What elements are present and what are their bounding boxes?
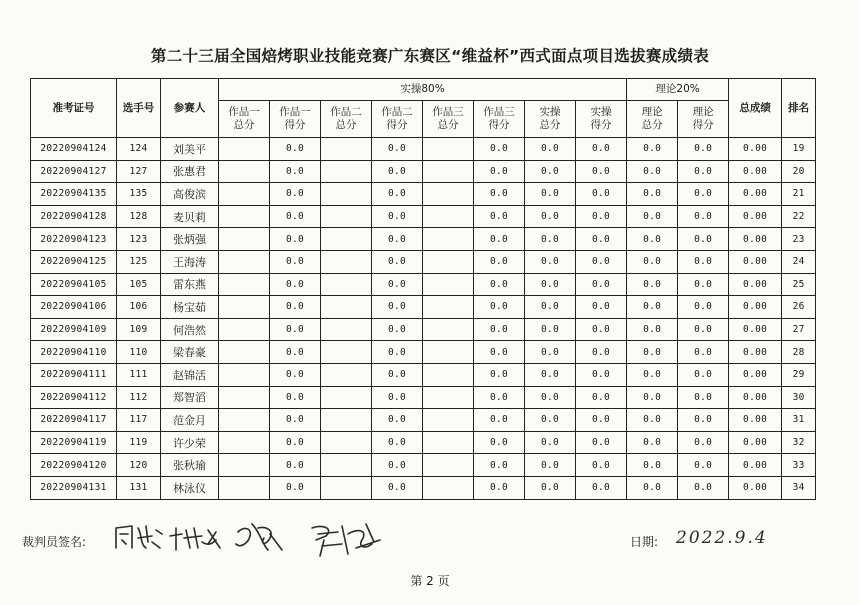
practical-score-cell: 0.0 bbox=[576, 160, 627, 183]
practical-total-cell: 0.0 bbox=[525, 409, 576, 432]
overall-cell: 0.00 bbox=[729, 205, 782, 228]
work2-total-cell bbox=[321, 476, 372, 499]
ticket-cell: 20220904117 bbox=[31, 409, 117, 432]
rank-cell: 24 bbox=[782, 250, 816, 273]
practical-score-cell: 0.0 bbox=[576, 409, 627, 432]
theory-score-cell: 0.0 bbox=[678, 409, 729, 432]
ticket-cell: 20220904111 bbox=[31, 363, 117, 386]
header-work2-total: 作品二总分 bbox=[321, 101, 372, 138]
judges-signature-label: 裁判员签名: bbox=[22, 535, 87, 549]
theory-total-cell: 0.0 bbox=[627, 318, 678, 341]
name-cell: 郑智滔 bbox=[161, 386, 219, 409]
table-row bbox=[31, 228, 816, 251]
theory-total-cell: 0.0 bbox=[627, 454, 678, 477]
score-table bbox=[30, 78, 816, 500]
rank-cell: 20 bbox=[782, 160, 816, 183]
work2-total-cell bbox=[321, 273, 372, 296]
work1-total-cell bbox=[219, 228, 270, 251]
overall-cell: 0.00 bbox=[729, 183, 782, 206]
theory-total-cell: 0.0 bbox=[627, 363, 678, 386]
work2-total-cell bbox=[321, 296, 372, 319]
table-row bbox=[31, 250, 816, 273]
work3-score-cell: 0.0 bbox=[474, 386, 525, 409]
work2-total-cell bbox=[321, 160, 372, 183]
ticket-cell: 20220904125 bbox=[31, 250, 117, 273]
theory-score-cell: 0.0 bbox=[678, 476, 729, 499]
judges-signatures bbox=[112, 514, 482, 560]
work1-score-cell: 0.0 bbox=[270, 205, 321, 228]
work1-total-cell bbox=[219, 205, 270, 228]
player-no-cell: 120 bbox=[117, 454, 161, 477]
theory-score-cell: 0.0 bbox=[678, 296, 729, 319]
work1-score-cell: 0.0 bbox=[270, 409, 321, 432]
work1-score-cell: 0.0 bbox=[270, 318, 321, 341]
overall-cell: 0.00 bbox=[729, 318, 782, 341]
name-cell: 高俊滨 bbox=[161, 183, 219, 206]
work3-score-cell: 0.0 bbox=[474, 296, 525, 319]
player-no-cell: 128 bbox=[117, 205, 161, 228]
work3-total-cell bbox=[423, 454, 474, 477]
rank-cell: 21 bbox=[782, 183, 816, 206]
work3-score-cell: 0.0 bbox=[474, 160, 525, 183]
table-row bbox=[31, 273, 816, 296]
ticket-cell: 20220904119 bbox=[31, 431, 117, 454]
work3-total-cell bbox=[423, 409, 474, 432]
theory-total-cell: 0.0 bbox=[627, 341, 678, 364]
overall-cell: 0.00 bbox=[729, 363, 782, 386]
header-practical-total: 实操总分 bbox=[525, 101, 576, 138]
work2-score-cell: 0.0 bbox=[372, 273, 423, 296]
work3-score-cell: 0.0 bbox=[474, 250, 525, 273]
header-overall: 总成绩 bbox=[729, 79, 782, 138]
work2-score-cell: 0.0 bbox=[372, 341, 423, 364]
work3-total-cell bbox=[423, 296, 474, 319]
name-cell: 赵锦活 bbox=[161, 363, 219, 386]
practical-total-cell: 0.0 bbox=[525, 476, 576, 499]
overall-cell: 0.00 bbox=[729, 409, 782, 432]
work2-score-cell: 0.0 bbox=[372, 250, 423, 273]
work3-total-cell bbox=[423, 386, 474, 409]
player-no-cell: 106 bbox=[117, 296, 161, 319]
header-practical-group: 实操80% bbox=[219, 79, 627, 101]
player-no-cell: 119 bbox=[117, 431, 161, 454]
theory-score-cell: 0.0 bbox=[678, 454, 729, 477]
practical-score-cell: 0.0 bbox=[576, 138, 627, 161]
rank-cell: 19 bbox=[782, 138, 816, 161]
work3-score-cell: 0.0 bbox=[474, 431, 525, 454]
theory-total-cell: 0.0 bbox=[627, 205, 678, 228]
name-cell: 张惠君 bbox=[161, 160, 219, 183]
work2-total-cell bbox=[321, 431, 372, 454]
overall-cell: 0.00 bbox=[729, 454, 782, 477]
name-cell: 雷东燕 bbox=[161, 273, 219, 296]
practical-score-cell: 0.0 bbox=[576, 363, 627, 386]
name-cell: 麦贝莉 bbox=[161, 205, 219, 228]
player-no-cell: 131 bbox=[117, 476, 161, 499]
practical-total-cell: 0.0 bbox=[525, 273, 576, 296]
overall-cell: 0.00 bbox=[729, 273, 782, 296]
score-rows bbox=[31, 138, 816, 500]
ticket-cell: 20220904106 bbox=[31, 296, 117, 319]
overall-cell: 0.00 bbox=[729, 341, 782, 364]
practical-total-cell: 0.0 bbox=[525, 363, 576, 386]
work1-score-cell: 0.0 bbox=[270, 454, 321, 477]
overall-cell: 0.00 bbox=[729, 250, 782, 273]
theory-total-cell: 0.0 bbox=[627, 431, 678, 454]
work3-total-cell bbox=[423, 228, 474, 251]
ticket-cell: 20220904124 bbox=[31, 138, 117, 161]
work1-total-cell bbox=[219, 476, 270, 499]
name-cell: 刘美平 bbox=[161, 138, 219, 161]
table-row bbox=[31, 363, 816, 386]
theory-score-cell: 0.0 bbox=[678, 250, 729, 273]
work3-total-cell bbox=[423, 160, 474, 183]
work3-total-cell bbox=[423, 476, 474, 499]
practical-total-cell: 0.0 bbox=[525, 183, 576, 206]
work2-score-cell: 0.0 bbox=[372, 386, 423, 409]
rank-cell: 25 bbox=[782, 273, 816, 296]
work1-total-cell bbox=[219, 386, 270, 409]
theory-score-cell: 0.0 bbox=[678, 138, 729, 161]
theory-score-cell: 0.0 bbox=[678, 273, 729, 296]
theory-score-cell: 0.0 bbox=[678, 183, 729, 206]
work2-score-cell: 0.0 bbox=[372, 454, 423, 477]
ticket-cell: 20220904135 bbox=[31, 183, 117, 206]
work1-total-cell bbox=[219, 183, 270, 206]
work2-score-cell: 0.0 bbox=[372, 205, 423, 228]
practical-score-cell: 0.0 bbox=[576, 183, 627, 206]
practical-score-cell: 0.0 bbox=[576, 454, 627, 477]
table-row bbox=[31, 296, 816, 319]
header-theory-total: 理论总分 bbox=[627, 101, 678, 138]
work1-score-cell: 0.0 bbox=[270, 160, 321, 183]
work3-total-cell bbox=[423, 138, 474, 161]
work1-total-cell bbox=[219, 138, 270, 161]
table-row bbox=[31, 431, 816, 454]
practical-score-cell: 0.0 bbox=[576, 386, 627, 409]
work1-total-cell bbox=[219, 250, 270, 273]
work2-score-cell: 0.0 bbox=[372, 183, 423, 206]
overall-cell: 0.00 bbox=[729, 138, 782, 161]
header-work2-score: 作品二得分 bbox=[372, 101, 423, 138]
player-no-cell: 110 bbox=[117, 341, 161, 364]
theory-total-cell: 0.0 bbox=[627, 273, 678, 296]
ticket-cell: 20220904110 bbox=[31, 341, 117, 364]
work1-total-cell bbox=[219, 273, 270, 296]
header-work1-score: 作品一得分 bbox=[270, 101, 321, 138]
practical-total-cell: 0.0 bbox=[525, 205, 576, 228]
practical-score-cell: 0.0 bbox=[576, 273, 627, 296]
svg-text:2022.9.4: 2022.9.4 bbox=[676, 528, 768, 548]
work2-total-cell bbox=[321, 183, 372, 206]
page-number: 第 2 页 bbox=[410, 574, 450, 588]
theory-total-cell: 0.0 bbox=[627, 296, 678, 319]
work3-score-cell: 0.0 bbox=[474, 205, 525, 228]
table-row bbox=[31, 454, 816, 477]
work2-total-cell bbox=[321, 318, 372, 341]
theory-total-cell: 0.0 bbox=[627, 183, 678, 206]
ticket-cell: 20220904105 bbox=[31, 273, 117, 296]
overall-cell: 0.00 bbox=[729, 386, 782, 409]
work3-total-cell bbox=[423, 250, 474, 273]
practical-total-cell: 0.0 bbox=[525, 138, 576, 161]
rank-cell: 26 bbox=[782, 296, 816, 319]
player-no-cell: 109 bbox=[117, 318, 161, 341]
player-no-cell: 117 bbox=[117, 409, 161, 432]
player-no-cell: 125 bbox=[117, 250, 161, 273]
work1-score-cell: 0.0 bbox=[270, 273, 321, 296]
work2-total-cell bbox=[321, 409, 372, 432]
overall-cell: 0.00 bbox=[729, 160, 782, 183]
work1-total-cell bbox=[219, 318, 270, 341]
work3-total-cell bbox=[423, 341, 474, 364]
practical-total-cell: 0.0 bbox=[525, 341, 576, 364]
header-work1-total: 作品一总分 bbox=[219, 101, 270, 138]
practical-score-cell: 0.0 bbox=[576, 431, 627, 454]
practical-total-cell: 0.0 bbox=[525, 431, 576, 454]
table-row bbox=[31, 205, 816, 228]
theory-score-cell: 0.0 bbox=[678, 318, 729, 341]
work2-total-cell bbox=[321, 386, 372, 409]
theory-score-cell: 0.0 bbox=[678, 341, 729, 364]
work1-score-cell: 0.0 bbox=[270, 431, 321, 454]
overall-cell: 0.00 bbox=[729, 431, 782, 454]
work2-score-cell: 0.0 bbox=[372, 318, 423, 341]
rank-cell: 34 bbox=[782, 476, 816, 499]
practical-total-cell: 0.0 bbox=[525, 250, 576, 273]
header-participant: 参赛人 bbox=[161, 79, 219, 138]
header-work3-score: 作品三得分 bbox=[474, 101, 525, 138]
work1-score-cell: 0.0 bbox=[270, 228, 321, 251]
practical-score-cell: 0.0 bbox=[576, 318, 627, 341]
work1-score-cell: 0.0 bbox=[270, 183, 321, 206]
theory-total-cell: 0.0 bbox=[627, 386, 678, 409]
theory-score-cell: 0.0 bbox=[678, 228, 729, 251]
table-row bbox=[31, 341, 816, 364]
ticket-cell: 20220904109 bbox=[31, 318, 117, 341]
practical-score-cell: 0.0 bbox=[576, 341, 627, 364]
table-row bbox=[31, 409, 816, 432]
practical-total-cell: 0.0 bbox=[525, 296, 576, 319]
player-no-cell: 123 bbox=[117, 228, 161, 251]
work1-score-cell: 0.0 bbox=[270, 341, 321, 364]
work3-score-cell: 0.0 bbox=[474, 454, 525, 477]
name-cell: 张秋瑜 bbox=[161, 454, 219, 477]
work1-score-cell: 0.0 bbox=[270, 296, 321, 319]
work2-total-cell bbox=[321, 250, 372, 273]
player-no-cell: 135 bbox=[117, 183, 161, 206]
practical-total-cell: 0.0 bbox=[525, 318, 576, 341]
name-cell: 林泳仪 bbox=[161, 476, 219, 499]
page-title: 第二十三届全国焙烤职业技能竞赛广东赛区“维益杯”西式面点项目选拔赛成绩表 bbox=[150, 47, 710, 65]
ticket-cell: 20220904112 bbox=[31, 386, 117, 409]
name-cell: 何浩然 bbox=[161, 318, 219, 341]
player-no-cell: 112 bbox=[117, 386, 161, 409]
ticket-cell: 20220904128 bbox=[31, 205, 117, 228]
work2-total-cell bbox=[321, 205, 372, 228]
table-row bbox=[31, 318, 816, 341]
work3-score-cell: 0.0 bbox=[474, 228, 525, 251]
ticket-cell: 20220904127 bbox=[31, 160, 117, 183]
work3-score-cell: 0.0 bbox=[474, 183, 525, 206]
rank-cell: 30 bbox=[782, 386, 816, 409]
theory-score-cell: 0.0 bbox=[678, 363, 729, 386]
name-cell: 杨宝茹 bbox=[161, 296, 219, 319]
work1-score-cell: 0.0 bbox=[270, 250, 321, 273]
theory-score-cell: 0.0 bbox=[678, 160, 729, 183]
theory-total-cell: 0.0 bbox=[627, 138, 678, 161]
ticket-cell: 20220904120 bbox=[31, 454, 117, 477]
overall-cell: 0.00 bbox=[729, 228, 782, 251]
player-no-cell: 111 bbox=[117, 363, 161, 386]
work1-total-cell bbox=[219, 296, 270, 319]
player-no-cell: 105 bbox=[117, 273, 161, 296]
work2-total-cell bbox=[321, 228, 372, 251]
work2-total-cell bbox=[321, 138, 372, 161]
header-theory-group: 理论20% bbox=[627, 79, 729, 101]
theory-total-cell: 0.0 bbox=[627, 228, 678, 251]
header-theory-score: 理论得分 bbox=[678, 101, 729, 138]
work2-total-cell bbox=[321, 363, 372, 386]
work1-score-cell: 0.0 bbox=[270, 363, 321, 386]
overall-cell: 0.00 bbox=[729, 296, 782, 319]
rank-cell: 22 bbox=[782, 205, 816, 228]
practical-total-cell: 0.0 bbox=[525, 454, 576, 477]
work3-score-cell: 0.0 bbox=[474, 341, 525, 364]
work3-total-cell bbox=[423, 205, 474, 228]
overall-cell: 0.00 bbox=[729, 476, 782, 499]
table-row bbox=[31, 160, 816, 183]
theory-total-cell: 0.0 bbox=[627, 160, 678, 183]
table-row bbox=[31, 138, 816, 161]
work1-total-cell bbox=[219, 363, 270, 386]
work3-score-cell: 0.0 bbox=[474, 409, 525, 432]
theory-total-cell: 0.0 bbox=[627, 250, 678, 273]
rank-cell: 33 bbox=[782, 454, 816, 477]
practical-score-cell: 0.0 bbox=[576, 250, 627, 273]
table-row bbox=[31, 386, 816, 409]
header-work3-total: 作品三总分 bbox=[423, 101, 474, 138]
work3-total-cell bbox=[423, 273, 474, 296]
work3-score-cell: 0.0 bbox=[474, 363, 525, 386]
work1-total-cell bbox=[219, 431, 270, 454]
theory-score-cell: 0.0 bbox=[678, 205, 729, 228]
player-no-cell: 127 bbox=[117, 160, 161, 183]
name-cell: 王海涛 bbox=[161, 250, 219, 273]
work2-score-cell: 0.0 bbox=[372, 296, 423, 319]
work1-score-cell: 0.0 bbox=[270, 386, 321, 409]
work3-total-cell bbox=[423, 431, 474, 454]
theory-total-cell: 0.0 bbox=[627, 476, 678, 499]
work1-total-cell bbox=[219, 160, 270, 183]
work2-score-cell: 0.0 bbox=[372, 138, 423, 161]
work2-score-cell: 0.0 bbox=[372, 228, 423, 251]
rank-cell: 32 bbox=[782, 431, 816, 454]
name-cell: 梁春豪 bbox=[161, 341, 219, 364]
work2-score-cell: 0.0 bbox=[372, 431, 423, 454]
player-no-cell: 124 bbox=[117, 138, 161, 161]
header-practical-score: 实操得分 bbox=[576, 101, 627, 138]
work1-total-cell bbox=[219, 454, 270, 477]
practical-score-cell: 0.0 bbox=[576, 296, 627, 319]
date-label: 日期: bbox=[630, 535, 659, 549]
work1-total-cell bbox=[219, 409, 270, 432]
table-row bbox=[31, 476, 816, 499]
name-cell: 许少荣 bbox=[161, 431, 219, 454]
practical-score-cell: 0.0 bbox=[576, 476, 627, 499]
ticket-cell: 20220904131 bbox=[31, 476, 117, 499]
header-player-no: 选手号 bbox=[117, 79, 161, 138]
work3-total-cell bbox=[423, 183, 474, 206]
work3-score-cell: 0.0 bbox=[474, 476, 525, 499]
rank-cell: 28 bbox=[782, 341, 816, 364]
theory-total-cell: 0.0 bbox=[627, 409, 678, 432]
work2-score-cell: 0.0 bbox=[372, 160, 423, 183]
theory-score-cell: 0.0 bbox=[678, 386, 729, 409]
handwritten-date bbox=[672, 522, 772, 552]
practical-score-cell: 0.0 bbox=[576, 205, 627, 228]
work2-score-cell: 0.0 bbox=[372, 476, 423, 499]
work2-score-cell: 0.0 bbox=[372, 363, 423, 386]
ticket-cell: 20220904123 bbox=[31, 228, 117, 251]
practical-total-cell: 0.0 bbox=[525, 228, 576, 251]
header-rank: 排名 bbox=[782, 79, 816, 138]
table-row bbox=[31, 183, 816, 206]
work3-score-cell: 0.0 bbox=[474, 273, 525, 296]
work1-score-cell: 0.0 bbox=[270, 476, 321, 499]
name-cell: 范金月 bbox=[161, 409, 219, 432]
work2-total-cell bbox=[321, 454, 372, 477]
rank-cell: 31 bbox=[782, 409, 816, 432]
rank-cell: 23 bbox=[782, 228, 816, 251]
work2-score-cell: 0.0 bbox=[372, 409, 423, 432]
header-ticket: 准考证号 bbox=[31, 79, 117, 138]
theory-score-cell: 0.0 bbox=[678, 431, 729, 454]
name-cell: 张炳强 bbox=[161, 228, 219, 251]
practical-total-cell: 0.0 bbox=[525, 160, 576, 183]
work3-total-cell bbox=[423, 363, 474, 386]
rank-cell: 27 bbox=[782, 318, 816, 341]
work2-total-cell bbox=[321, 341, 372, 364]
work1-total-cell bbox=[219, 341, 270, 364]
practical-score-cell: 0.0 bbox=[576, 228, 627, 251]
work3-score-cell: 0.0 bbox=[474, 318, 525, 341]
work1-score-cell: 0.0 bbox=[270, 138, 321, 161]
work3-total-cell bbox=[423, 318, 474, 341]
work3-score-cell: 0.0 bbox=[474, 138, 525, 161]
practical-total-cell: 0.0 bbox=[525, 386, 576, 409]
rank-cell: 29 bbox=[782, 363, 816, 386]
